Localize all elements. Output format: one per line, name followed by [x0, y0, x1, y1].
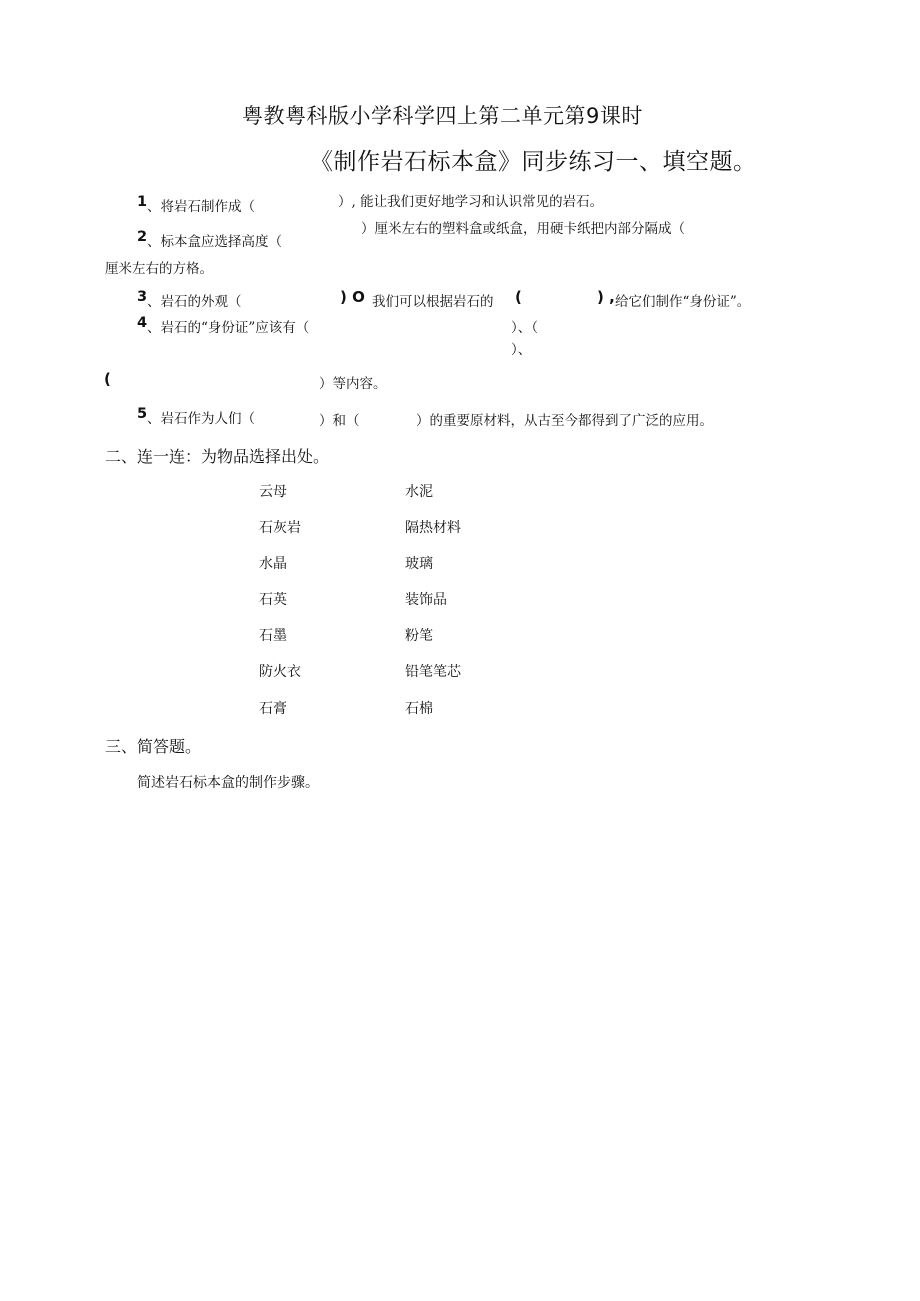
question-text: ）, 能让我们更好地学习和认识常见的岩石。: [338, 194, 604, 210]
match-left-item: 水晶: [259, 556, 287, 572]
section-heading-short-answer: 三、简答题。: [105, 737, 202, 756]
page-subtitle: 《制作岩石标本盒》同步练习一、填空题。: [310, 149, 757, 175]
match-left-item: 石灰岩: [259, 520, 301, 536]
question-text: 、将岩石制作成（: [147, 199, 255, 215]
match-left-item: 防火衣: [259, 664, 301, 680]
question-text: 、岩石的“身份证”应该有（: [147, 320, 310, 336]
question-text: ）的重要原材料，从古至今都得到了广泛的应用。: [416, 413, 713, 429]
question-text: ）和（: [319, 413, 360, 429]
question-text: 、岩石作为人们（: [147, 411, 255, 427]
question-number: 3: [137, 289, 148, 305]
match-left-item: 石英: [259, 592, 287, 608]
question-text: 、标本盒应选择高度（: [147, 234, 282, 250]
question-number: 2: [137, 229, 148, 245]
question-text: ）、（: [511, 320, 538, 336]
question-number: 4: [137, 315, 148, 331]
section-heading-matching: 二、连一连：为物品选择出处。: [105, 447, 330, 466]
match-right-item: 玻璃: [405, 556, 433, 572]
match-right-item: 石棉: [405, 701, 433, 717]
question-text: 我们可以根据岩石的: [372, 294, 494, 310]
match-right-item: 铅笔笔芯: [405, 664, 461, 680]
page-title: 粤教粤科版小学科学四上第二单元第9课时: [242, 104, 643, 128]
question-text: 、岩石的外观（: [147, 294, 242, 310]
question-text: (: [515, 288, 522, 306]
question-text: 厘米左右的方格。: [105, 261, 213, 277]
short-answer-question: 简述岩石标本盒的制作步骤。: [137, 775, 319, 791]
match-right-item: 装饰品: [405, 592, 447, 608]
match-right-item: 水泥: [405, 484, 433, 500]
question-text: ）等内容。: [319, 376, 387, 392]
match-left-item: 石墨: [259, 628, 287, 644]
question-number: 1: [137, 194, 148, 210]
question-text: (: [104, 370, 111, 388]
question-number: 5: [137, 406, 148, 422]
match-right-item: 隔热材料: [405, 520, 461, 536]
match-right-item: 粉笔: [405, 628, 433, 644]
question-text: ) ,: [597, 288, 615, 306]
question-text: ) O: [340, 288, 365, 306]
question-text: ）、: [511, 342, 532, 358]
question-text: 给它们制作“身份证”。: [615, 294, 751, 310]
match-left-item: 云母: [259, 484, 287, 500]
match-left-item: 石膏: [259, 701, 287, 717]
question-text: ）厘米左右的塑料盒或纸盒，用硬卡纸把内部分隔成（: [361, 221, 685, 237]
